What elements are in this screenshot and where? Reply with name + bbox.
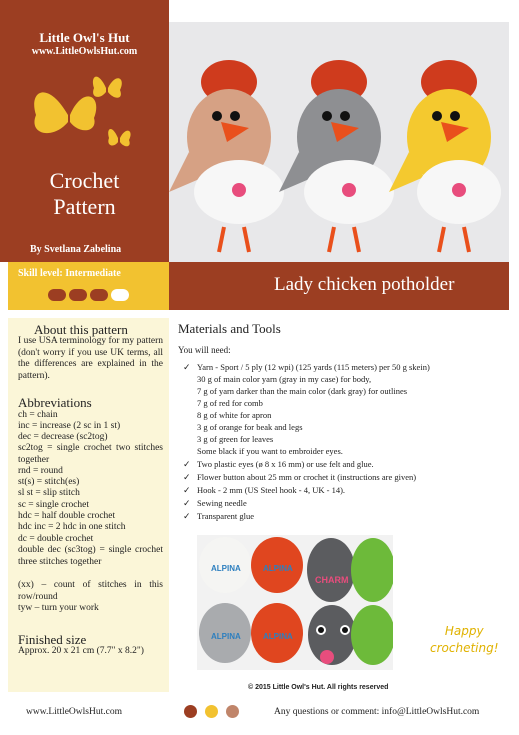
yarn-label-alpina: ALPINA (263, 632, 293, 641)
brand-url: www.LittleOwlsHut.com (31, 46, 138, 57)
yarn-photo (197, 535, 393, 670)
abbreviation-item: sl st = slip stitch (18, 488, 80, 498)
abbreviation-item: inc = increase (2 sc in 1 st) (18, 421, 121, 431)
finished-size-heading: Finished size (18, 632, 87, 647)
yarn-label-alpina: ALPINA (211, 632, 241, 641)
yarn-detail: 7 g of red for comb (197, 398, 263, 408)
butterfly-icon (28, 60, 138, 160)
abbreviation-item: tyw – turn your work (18, 603, 99, 613)
abbreviation-item: (xx) – count of stitches in this row/round (18, 580, 163, 602)
about-text: I use USA terminology for my pattern (don't worry if you use UK terms, all the differences are explained in the pattern). (18, 336, 163, 381)
yarn-detail: 3 g of orange for beak and legs (197, 422, 303, 432)
yarn-label-alpina: ALPINA (263, 564, 293, 573)
abbreviation-item: hdc = half double crochet (18, 511, 116, 521)
skill-segment-filled (48, 289, 66, 301)
abbreviation-item: hdc inc = 2 hdc in one stitch (18, 522, 126, 532)
footer-dot (205, 705, 218, 718)
skill-segment-filled (69, 289, 87, 301)
abbreviation-item: sc = single crochet (18, 500, 90, 510)
abbreviations-heading: Abbreviations (18, 395, 92, 410)
checkmark-icon: ✓ (183, 472, 191, 482)
yarn-detail: 30 g of main color yarn (gray in my case) for body, (197, 374, 372, 384)
footer-site-link[interactable]: www.LittleOwlsHut.com (26, 707, 122, 717)
yarn-detail: 7 g of yarn darker than the main color (dark gray) for outlines (197, 386, 408, 396)
yarn-detail: 3 g of green for leaves (197, 434, 274, 444)
header-brand-panel (0, 0, 169, 262)
checkmark-icon: ✓ (183, 485, 191, 495)
abbreviation-item: rnd = round (18, 466, 63, 476)
materials-intro: You will need: (178, 345, 231, 355)
yarn-detail: 8 g of white for apron (197, 410, 272, 420)
skill-segment-filled (90, 289, 108, 301)
material-item: Hook - 2 mm (US Steel hook - 4, UK - 14). (197, 485, 346, 495)
skill-level-label: Skill level: Intermediate (18, 268, 121, 279)
abbreviation-item: st(s) = stitch(es) (18, 477, 80, 487)
material-item: Transparent glue (197, 511, 255, 521)
about-heading: About this pattern (34, 322, 128, 337)
yarn-label-charm: CHARM (315, 575, 349, 585)
skill-segment-empty (111, 289, 129, 301)
document-title: Crochet Pattern (49, 168, 120, 219)
material-item: Two plastic eyes (ø 8 x 16 mm) or use felt and glue. (197, 459, 374, 469)
abbreviation-item: dec = decrease (sc2tog) (18, 432, 108, 442)
copyright: © 2015 Little Owl's Hut. All rights reserved (248, 684, 389, 691)
checkmark-icon: ✓ (183, 498, 191, 508)
material-item: Sewing needle (197, 498, 247, 508)
material-item: Flower button about 25 mm or crochet it (instructions are given) (197, 472, 417, 482)
chicken-potholders-photo (169, 22, 509, 262)
checkmark-icon: ✓ (183, 459, 191, 469)
yarn-detail: Some black if you want to embroider eyes. (197, 446, 343, 456)
author: By Svetlana Zabelina (30, 244, 122, 255)
checkmark-icon: ✓ (183, 362, 191, 372)
pattern-name: Lady chicken potholder (274, 274, 455, 295)
yarn-label-alpina: ALPINA (211, 564, 241, 573)
abbreviation-item: dc = double crochet (18, 534, 94, 544)
footer-dot (184, 705, 197, 718)
abbreviation-item: ch = chain (18, 410, 58, 420)
yarn-main: Yarn - Sport / 5 ply (12 wpi) (125 yards (115 meters) per 50 g skein) (197, 362, 430, 372)
finished-size-text: Approx. 20 x 21 cm (7.7" x 8.2") (18, 646, 144, 656)
abbreviation-item: sc2tog = single crochet two stitches together (18, 443, 163, 465)
brand-name: Little Owl's Hut (39, 30, 130, 45)
abbreviation-item: double dec (sc3tog) = single crochet three stitches together (18, 545, 163, 567)
footer-dot (226, 705, 239, 718)
materials-heading: Materials and Tools (178, 321, 281, 336)
happy-crocheting-note: Happy crocheting! (430, 624, 499, 655)
footer-contact: Any questions or comment: info@LittleOwlsHut.com (274, 707, 480, 717)
checkmark-icon: ✓ (183, 511, 191, 521)
